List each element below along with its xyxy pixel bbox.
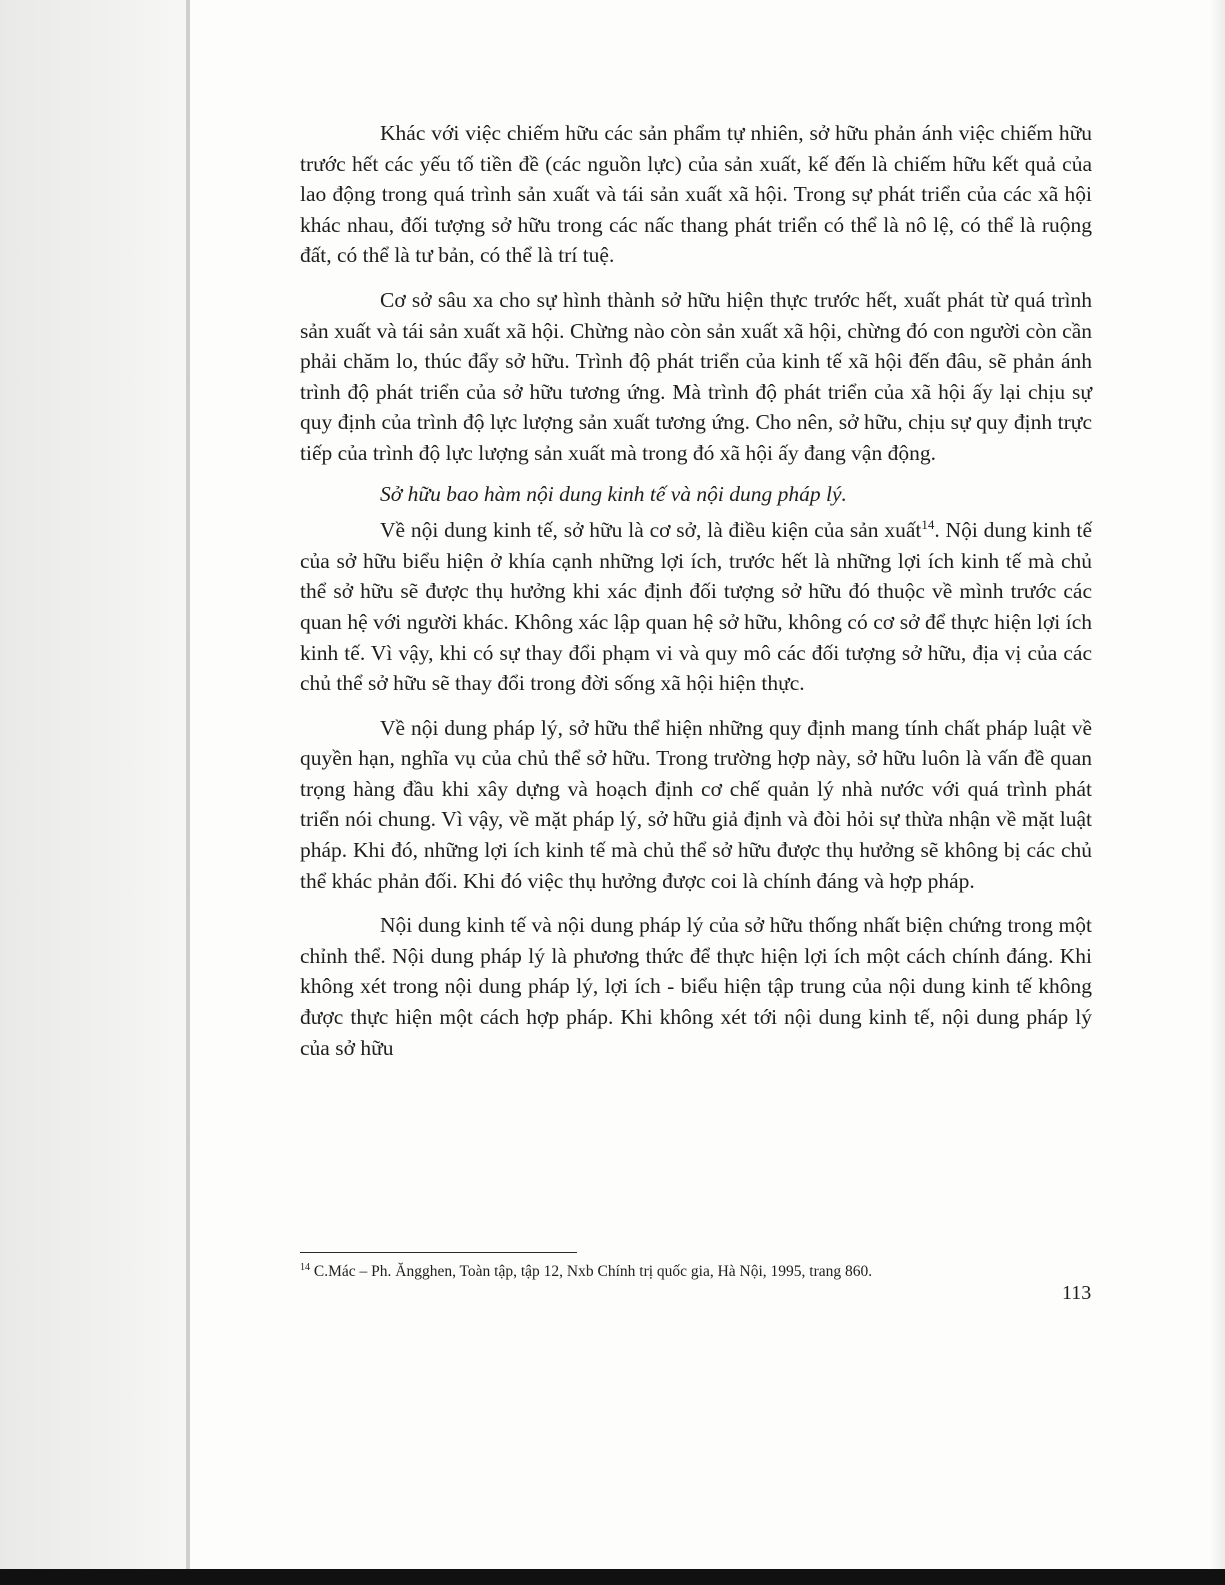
footnote-text: C.Mác – Ph. Ăngghen, Toàn tập, tập 12, Nxb Chính trị quốc gia, Hà Nội, 1995, trang 860.: [310, 1263, 873, 1280]
paragraph-ownership-basis: Cơ sở sâu xa cho sự hình thành sở hữu hiện thực trước hết, xuất phát từ quá trình sản xuất và tái sản xuất xã hội. Chừng nào còn sản xuất xã hội, chừng đó con người còn cần phải chăm lo, thúc đẩy sở hữu. Trình độ phát triển của kinh tế xã hội đến đâu, sẽ phản ánh trình độ phát triển của sở hữu tương ứng. Mà trình độ phát triển của xã hội ấy lại chịu sự quy định của trình độ lực lượng sản xuất tương ứng. Cho nên, sở hữu, chịu sự quy định trực tiếp của trình độ lực lượng sản xuất mà trong đó xã hội ấy đang vận động.: [300, 287, 1092, 465]
footnote-reference: 14: [921, 516, 935, 532]
economic-content-start: Về nội dung kinh tế, sở hữu là cơ sở, là điều kiện của sản xuất: [380, 518, 922, 543]
paragraph-legal-content: Về nội dung pháp lý, sở hữu thể hiện những quy định mang tính chất pháp luật về quyền hạn, nghĩa vụ của chủ thể sở hữu. Trong trường hợp này, sở hữu luôn là vấn đề quan trọng hàng đầu khi xây dựng và hoạch định cơ chế quản lý nhà nước với quá trình phát triển nói chung. Vì vậy, về mặt pháp lý, sở hữu giả định và đòi hỏi sự thừa nhận về mặt luật pháp. Khi đó, những lợi ích kinh tế mà chủ thể sở hữu được thụ hưởng sẽ không bị các chủ thể khác phản đối. Khi đó việc thụ hưởng được coi là chính đáng và hợp pháp.: [300, 715, 1092, 893]
page-edge: [1211, 0, 1225, 1585]
body-text: [300, 118, 1092, 1063]
section-heading: Sở hữu bao hàm nội dung kinh tế và nội dung pháp lý.: [380, 481, 847, 506]
paragraph-economic-content: [300, 515, 1092, 699]
footnote: [300, 1262, 1100, 1282]
footnote-marker: 14: [300, 1261, 310, 1273]
binding-line: [186, 0, 190, 1585]
scan-border: [0, 1569, 1225, 1585]
paragraph-ownership-objects: Khác với việc chiếm hữu các sản phẩm tự nhiên, sở hữu phản ánh việc chiếm hữu trước hết các yếu tố tiền đề (các nguồn lực) của sản xuất, kế đến là chiếm hữu kết quả của lao động trong quá trình sản xuất và tái sản xuất xã hội. Trong sự phát triển của các xã hội khác nhau, đối tượng sở hữu trong các nấc thang phát triển có thể là nô lệ, có thể là ruộng đất, có thể là tư bản, có thể là trí tuệ.: [300, 121, 1092, 268]
footnote-divider: [300, 1252, 577, 1253]
economic-content-rest: . Nội dung kinh tế của sở hữu biểu hiện ở khía cạnh những lợi ích, trước hết là những lợi ích kinh tế mà chủ thể sở hữu sẽ được thụ hưởng khi xác định đối tượng sở hữu đó thuộc về mình trước các quan hệ với người khác. Không xác lập quan hệ sở hữu, không có cơ sở để thực hiện lợi ích kinh tế. Vì vậy, khi có sự thay đổi phạm vi và quy mô các đối tượng sở hữu, địa vị của các chủ thể sở hữu sẽ thay đổi trong đời sống xã hội hiện thực.: [300, 518, 1092, 696]
page-number: 113: [1062, 1282, 1092, 1304]
page-gutter: [0, 0, 190, 1585]
paragraph-unity: Nội dung kinh tế và nội dung pháp lý của sở hữu thống nhất biện chứng trong một chỉnh thể. Nội dung pháp lý là phương thức để thực hiện lợi ích một cách chính đáng. Khi không xét trong nội dung pháp lý, lợi ích - biểu hiện tập trung của nội dung kinh tế không được thực hiện một cách hợp pháp. Khi không xét tới nội dung kinh tế, nội dung pháp lý của sở hữu: [300, 913, 1092, 1060]
